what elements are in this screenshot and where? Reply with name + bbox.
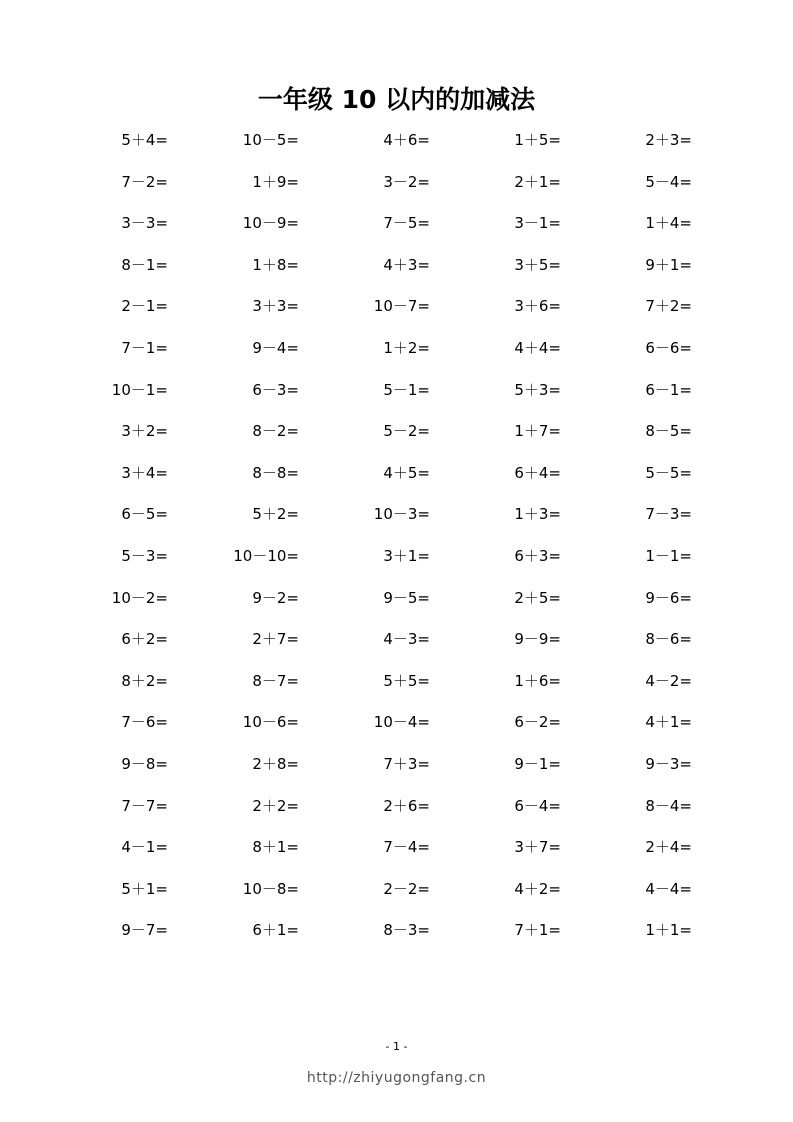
problem-item: 7－7= [121,796,168,815]
problem-item: 10－5= [242,131,299,149]
problem-item: 1＋2= [383,338,430,357]
problem-item: 5＋4= [121,131,168,149]
problem-item: 1＋6= [514,671,561,690]
problem-item: 2＋2= [252,796,299,815]
problem-item: 8－8= [252,463,299,482]
problem-item: 6＋4= [514,463,561,482]
problem-item: 3＋4= [121,463,168,482]
problem-row [0,623,793,665]
problem-item: 6－4= [514,796,561,815]
problem-item: 3－3= [121,214,168,233]
problem-item: 2－1= [121,297,168,316]
problem-item: 5＋5= [383,671,430,690]
problem-item: 5－3= [121,546,168,565]
problem-item: 3＋6= [514,297,561,316]
problem-item: 9－7= [121,921,168,940]
problem-item: 9－4= [252,338,299,357]
problem-item: 7－1= [121,338,168,357]
problem-row [0,166,793,208]
problem-item: 9－5= [383,588,430,607]
footer-url[interactable]: http://zhiyugongfang.cn [306,1070,487,1086]
problem-item: 8－4= [645,796,692,815]
problem-item: 9－2= [252,588,299,607]
problem-item: 8＋2= [121,671,168,690]
problem-item: 3＋1= [383,546,430,565]
problem-item: 1－1= [645,546,692,565]
problem-item: 9＋1= [645,255,692,274]
problem-item: 1＋5= [514,131,561,149]
problem-row [0,249,793,291]
problem-item: 7－6= [121,713,168,732]
problem-item: 6＋3= [514,546,561,565]
problem-item: 6－3= [252,380,299,399]
problem-item: 10－2= [111,588,168,607]
problem-item: 4＋3= [383,255,430,274]
problem-grid [0,124,793,956]
problem-item: 10－1= [111,380,168,399]
problem-item: 4＋2= [514,879,561,898]
problem-item: 9－3= [645,754,692,773]
problem-item: 4＋4= [514,338,561,357]
problem-item: 5－2= [383,422,430,441]
problem-item: 9－6= [645,588,692,607]
problem-item: 4－2= [645,671,692,690]
problem-item: 10－9= [242,214,299,233]
problem-item: 4＋1= [645,713,692,732]
problem-item: 5－1= [383,380,430,399]
problem-item: 9－9= [514,630,561,649]
problem-item: 3＋7= [514,838,561,857]
problem-item: 6－5= [121,505,168,524]
problem-item: 2＋1= [514,172,561,191]
problem-item: 7－3= [645,505,692,524]
problem-item: 1＋7= [514,422,561,441]
problem-item: 9－8= [121,754,168,773]
problem-item: 4－1= [121,838,168,857]
problem-item: 1＋4= [645,214,692,233]
problem-item: 3＋2= [121,422,168,441]
problem-item: 3＋5= [514,255,561,274]
problem-row [0,540,793,582]
problem-row [0,457,793,499]
problem-item: 8－2= [252,422,299,441]
problem-item: 10－8= [242,879,299,898]
problem-item: 5－5= [645,463,692,482]
problem-item: 2＋8= [252,754,299,773]
problem-item: 8－1= [121,255,168,274]
problem-item: 9－1= [514,754,561,773]
problem-item: 7－2= [121,172,168,191]
problem-item: 6－1= [645,380,692,399]
problem-item: 5＋1= [121,879,168,898]
problem-item: 2＋7= [252,630,299,649]
problem-item: 5＋2= [252,505,299,524]
problem-row [0,290,793,332]
problem-item: 10－3= [373,505,430,524]
page-number: - 1 - [385,1040,408,1053]
problem-row [0,415,793,457]
problem-item: 7＋1= [514,921,561,940]
problem-row [0,124,793,166]
problem-item: 1＋8= [252,255,299,274]
problem-item: 7＋3= [383,754,430,773]
problem-item: 2＋6= [383,796,430,815]
problem-item: 6－2= [514,713,561,732]
problem-item: 4＋6= [383,131,430,149]
problem-item: 4－3= [383,630,430,649]
problem-item: 4－4= [645,879,692,898]
problem-row [0,582,793,624]
problem-item: 5－4= [645,172,692,191]
problem-item: 10－7= [373,297,430,316]
problem-item: 5＋3= [514,380,561,399]
problem-row [0,914,793,956]
problem-row [0,706,793,748]
problem-row [0,831,793,873]
problem-item: 1＋1= [645,921,692,940]
problem-item: 8－7= [252,671,299,690]
problem-item: 10－6= [242,713,299,732]
problem-item: 1＋3= [514,505,561,524]
problem-item: 2＋4= [645,838,692,857]
problem-row [0,665,793,707]
problem-item: 10－4= [373,713,430,732]
problem-item: 2－2= [383,879,430,898]
problem-row [0,332,793,374]
problem-row [0,873,793,915]
problem-item: 8－3= [383,921,430,940]
problem-item: 6＋1= [252,921,299,940]
problem-row [0,748,793,790]
problem-item: 1＋9= [252,172,299,191]
problem-item: 10－10= [233,546,299,565]
problem-item: 6－6= [645,338,692,357]
problem-item: 7－5= [383,214,430,233]
problem-item: 8－6= [645,630,692,649]
problem-item: 8＋1= [252,838,299,857]
problem-item: 4＋5= [383,463,430,482]
problem-row [0,374,793,416]
problem-row [0,498,793,540]
problem-item: 3＋3= [252,297,299,316]
problem-item: 2＋3= [645,131,692,149]
problem-row [0,207,793,249]
problem-item: 7－4= [383,838,430,857]
page-title: 一年级 10 以内的加减法 [257,85,536,114]
problem-item: 7＋2= [645,297,692,316]
problem-row [0,790,793,832]
problem-item: 6＋2= [121,630,168,649]
problem-item: 2＋5= [514,588,561,607]
problem-item: 3－2= [383,172,430,191]
problem-item: 3－1= [514,214,561,233]
problem-item: 8－5= [645,422,692,441]
